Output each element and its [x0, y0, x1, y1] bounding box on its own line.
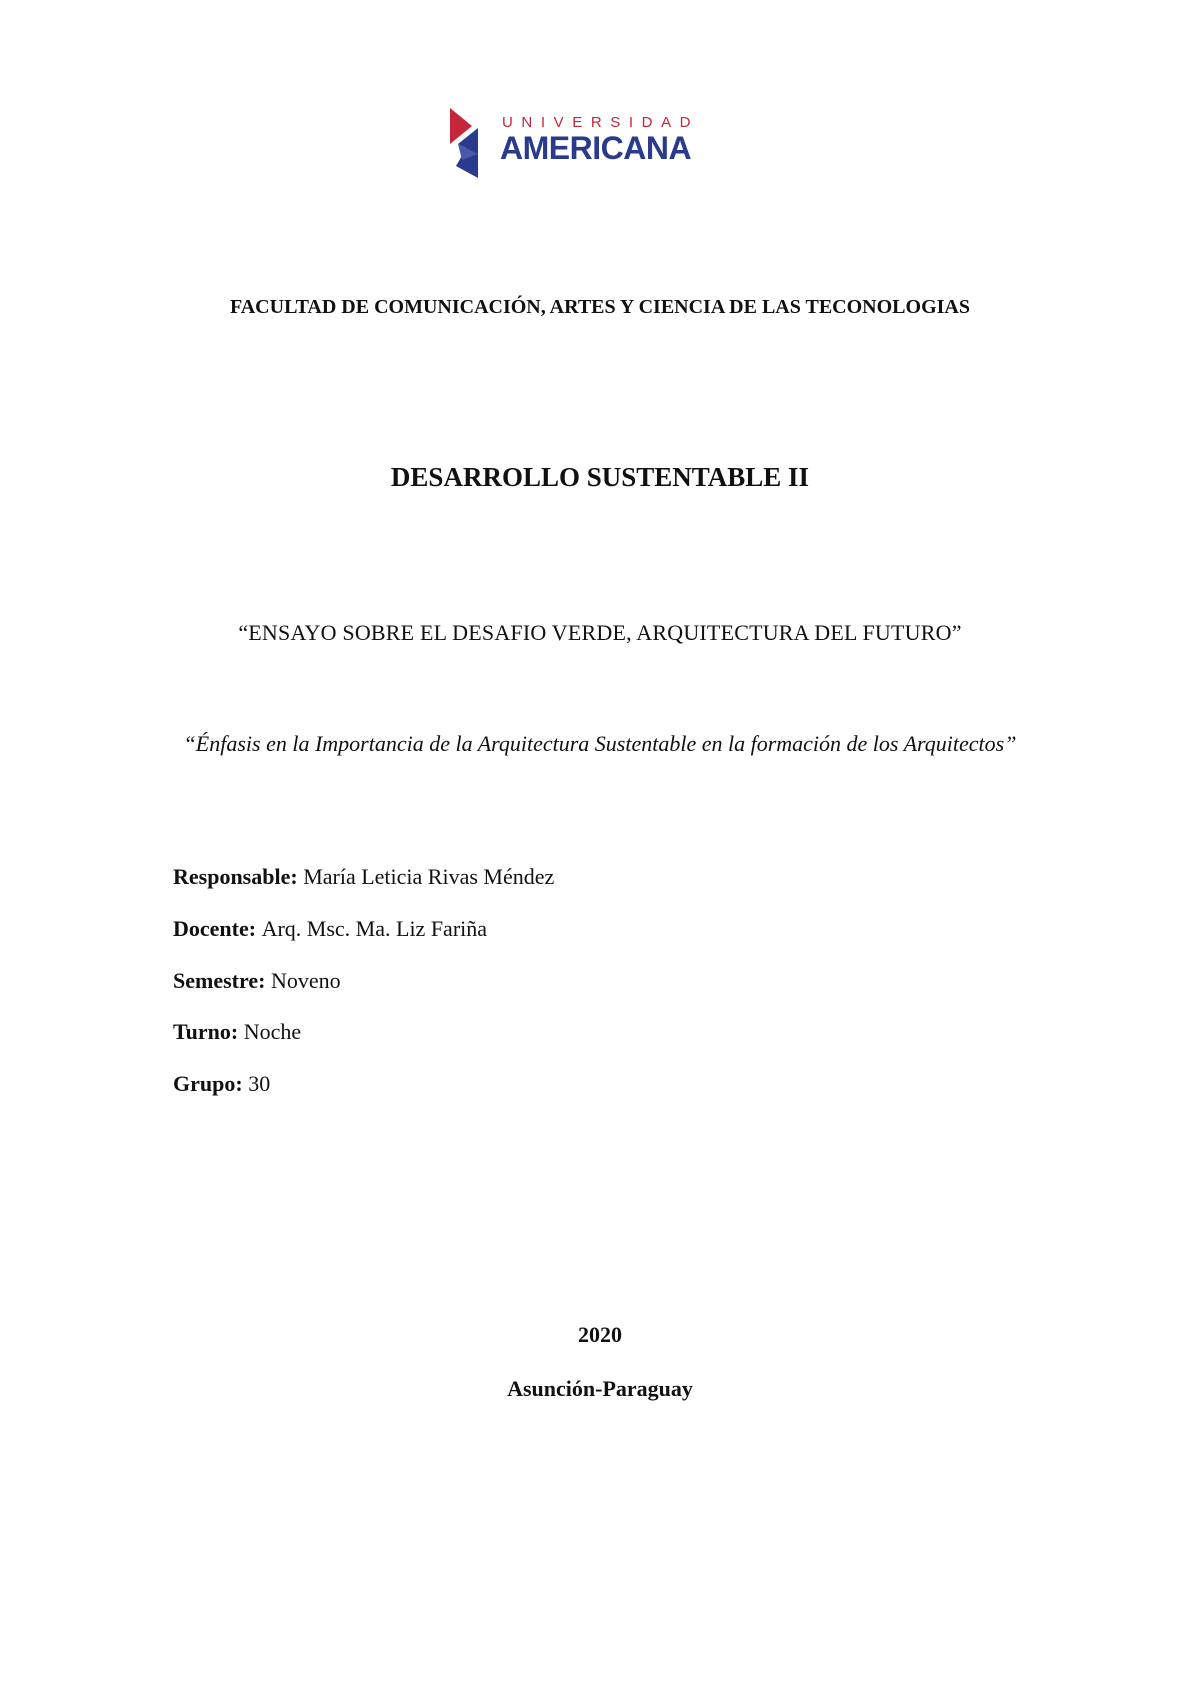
info-label: Turno: — [173, 1019, 244, 1044]
info-row-docente — [173, 916, 487, 942]
info-value: 30 — [248, 1071, 271, 1096]
info-value: María Leticia Rivas Méndez — [303, 864, 555, 889]
info-row-semestre — [173, 968, 341, 994]
logo-mark-icon — [448, 104, 508, 184]
emphasis-subtitle: “Énfasis en la Importancia de la Arquitectura Sustentable en la formación de los Arquitectos” — [183, 731, 1017, 756]
info-row-responsable — [173, 864, 554, 890]
year-text: 2020 — [578, 1322, 622, 1347]
info-label: Grupo: — [173, 1071, 249, 1096]
faculty-heading: FACULTAD DE COMUNICACIÓN, ARTES Y CIENCIA DE LAS TECONOLOGIAS — [230, 296, 970, 318]
info-value: Arq. Msc. Ma. Liz Fariña — [261, 916, 488, 941]
info-label: Responsable: — [173, 864, 304, 889]
place-text: Asunción-Paraguay — [507, 1376, 693, 1401]
info-row-grupo — [173, 1071, 270, 1097]
info-label: Semestre: — [173, 968, 271, 993]
subject-title: DESARROLLO SUSTENTABLE II — [390, 462, 810, 492]
logo-top-text: UNIVERSIDAD — [502, 114, 700, 131]
logo-main-text: AMERICANA — [500, 130, 692, 166]
essay-title: “ENSAYO SOBRE EL DESAFIO VERDE, ARQUITECTURA DEL FUTURO” — [238, 620, 962, 645]
info-row-turno — [173, 1019, 301, 1045]
info-value: Noveno — [270, 968, 341, 993]
info-value: Noche — [243, 1019, 302, 1044]
university-logo — [448, 104, 700, 184]
info-label: Docente: — [173, 916, 262, 941]
